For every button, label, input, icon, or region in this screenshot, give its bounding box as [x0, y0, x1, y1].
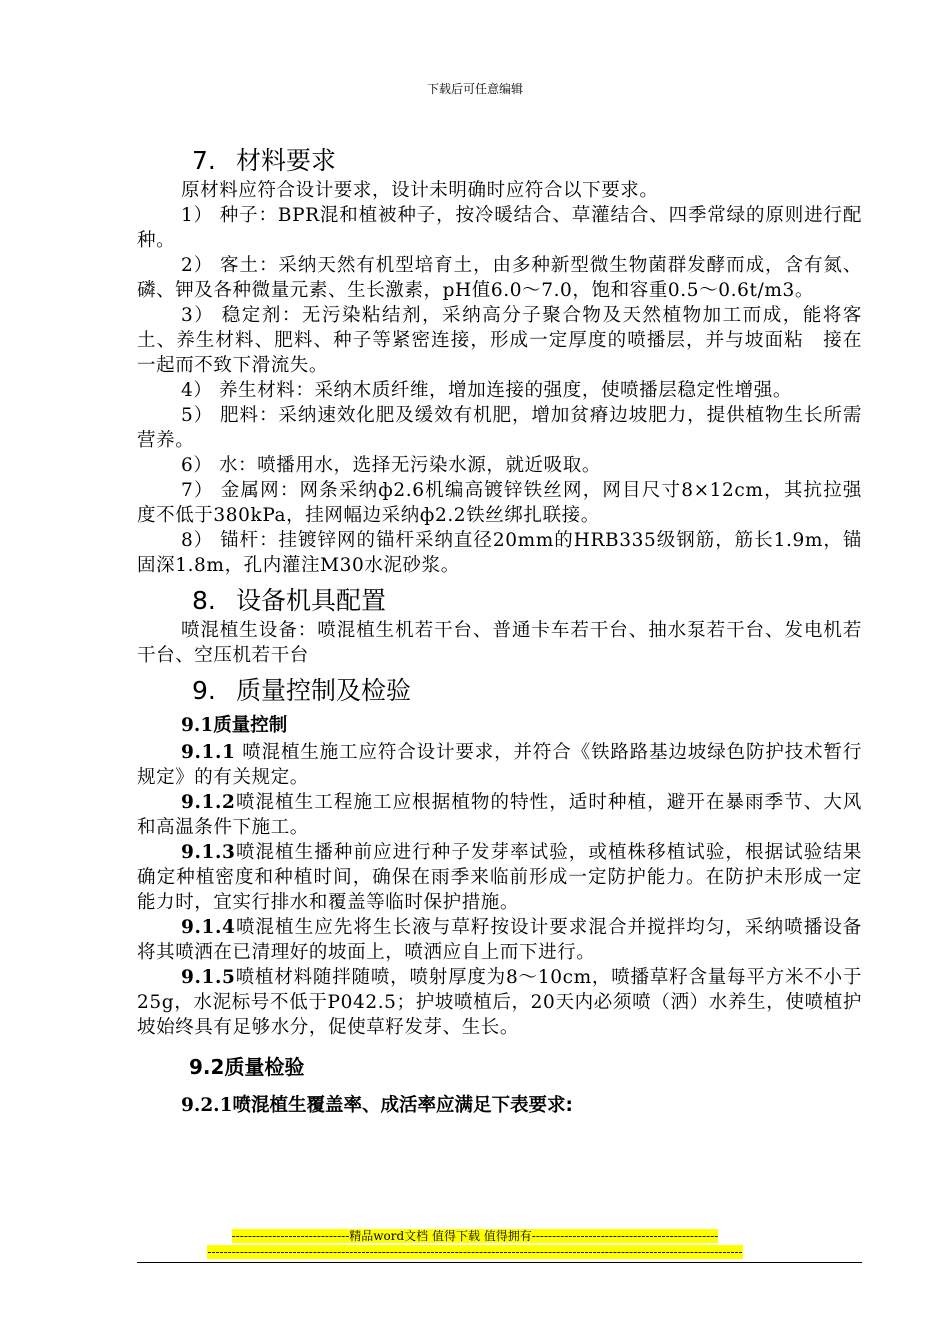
- paragraph: 1） 种子：BPR混和植被种子，按冷暖结合、草灌结合、四季常绿的原则进行配种。: [137, 205, 862, 251]
- subsection-title: 质量控制: [213, 715, 288, 736]
- subsection-code: 9.2: [189, 1055, 225, 1079]
- clause-text: 喷混植生工程施工应根据植物的特性，适时种植，避开在暴雨季节、大风和高温条件下施工。: [137, 792, 862, 838]
- section-number: 7.: [192, 146, 216, 175]
- section-title: 设备机具配置: [236, 586, 387, 615]
- clause-code: 9.1.3: [181, 842, 236, 863]
- clause-9-1-4: [137, 915, 862, 965]
- clause-code: 9.1.5: [181, 967, 236, 988]
- footer-text: ------------------------------------------------------------------------------------------------------------------------------------: [207, 1245, 743, 1259]
- section-8-heading: [137, 584, 862, 618]
- footer-banner-line-1: [0, 1229, 950, 1244]
- paragraph: 5） 肥料：采纳速效化肥及缓效有机肥，增加贫瘠边坡肥力，提供植物生长所需营养。: [137, 405, 862, 451]
- clause-text: 喷混植生播种前应进行种子发芽率试验，或植株移植试验，根据试验结果确定种植密度和种植时间，确保在雨季来临前形成一定防护能力。在防护未形成一定能力时，宜实行排水和覆盖等临时保护措施。: [137, 842, 862, 913]
- footer-banner-line-2: [0, 1245, 950, 1260]
- document-body: [137, 138, 862, 1120]
- subsection-title: 质量检验: [224, 1055, 305, 1079]
- clause-code: 9.1.4: [181, 917, 236, 938]
- paragraph: 8） 锚杆：挂镀锌网的锚杆采纳直径20mm的HRB335级钢筋，筋长1.9m，锚固深1.8m，孔内灌注M30水泥砂浆。: [137, 530, 862, 576]
- footer-text: -----------------------------精品word文档 值得下载 值得拥有----------------------------------------------: [231, 1229, 719, 1243]
- paragraph: 4） 养生材料：采纳木质纤维，增加连接的强度，使喷播层稳定性增强。: [181, 380, 792, 401]
- clause-text: 喷混植生应先将生长液与草籽按设计要求混合并搅拌均匀，采纳喷播设备将其喷洒在已清理好的坡面上，喷洒应自上而下进行。: [137, 917, 862, 963]
- clause-text: 喷混植生覆盖率、成活率应满足下表要求:: [232, 1095, 573, 1116]
- paragraph: 3） 稳定剂：无污染粘结剂，采纳高分子聚合物及天然植物加工而成，能将客土、养生材料、肥料、种子等紧密连接，形成一定厚度的喷播层，并与坡面粘 接在一起而不致下滑流失。: [137, 305, 862, 376]
- page-header: 下载后可任意编辑: [426, 82, 523, 96]
- clause-9-1-1: [137, 740, 862, 790]
- clause-code: 9.1.2: [181, 792, 236, 813]
- subsection-9-2-heading: [137, 1050, 862, 1084]
- clause-9-1-2: [137, 790, 862, 840]
- footer-rule: [137, 1262, 862, 1263]
- section-number: 8.: [192, 586, 216, 615]
- section-number: 9.: [192, 676, 216, 705]
- section-title: 材料要求: [236, 146, 337, 175]
- paragraph: 原材料应符合设计要求，设计未明确时应符合以下要求。: [181, 180, 659, 201]
- clause-code: 9.2.1: [181, 1095, 233, 1116]
- subsection-code: 9.1: [181, 715, 214, 736]
- clause-text: 喷植材料随拌随喷，喷射厚度为8～10cm，喷播草籽含量每平方米不小于25g，水泥标号不低于P042.5；护坡喷植后，20天内必须喷（洒）水养生，使喷植护坡始终具有足够水分，促使草籽发芽、生长。: [137, 967, 862, 1038]
- clause-9-1-5: [137, 965, 862, 1040]
- section-9-heading: [137, 674, 862, 708]
- section-7-heading: [137, 144, 862, 178]
- section-title: 质量控制及检验: [236, 676, 412, 705]
- clause-code: 9.1.1: [181, 742, 236, 763]
- clause-9-1-3: [137, 840, 862, 915]
- subsection-9-1-heading: [137, 712, 862, 740]
- clause-text: 喷混植生施工应符合设计要求，并符合《铁路路基边坡绿色防护技术暂行规定》的有关规定。: [137, 742, 862, 788]
- clause-9-2-1: [137, 1092, 862, 1120]
- paragraph: 7） 金属网：网条采纳ф2.6机编高镀锌铁丝网，网目尺寸8×12cm，其抗拉强度不低于380kPa，挂网幅边采纳ф2.2铁丝绑扎联接。: [137, 480, 862, 526]
- paragraph: 喷混植生设备：喷混植生机若干台、普通卡车若干台、抽水泵若干台、发电机若干台、空压机若干台: [137, 620, 862, 666]
- paragraph: 6） 水：喷播用水，选择无污染水源，就近吸取。: [181, 455, 601, 476]
- paragraph: 2） 客土：采纳天然有机型培育土，由多种新型微生物菌群发酵而成，含有氮、磷、钾及各种微量元素、生长激素，pH值6.0～7.0，饱和容重0.5～0.6t/m3。: [137, 255, 862, 301]
